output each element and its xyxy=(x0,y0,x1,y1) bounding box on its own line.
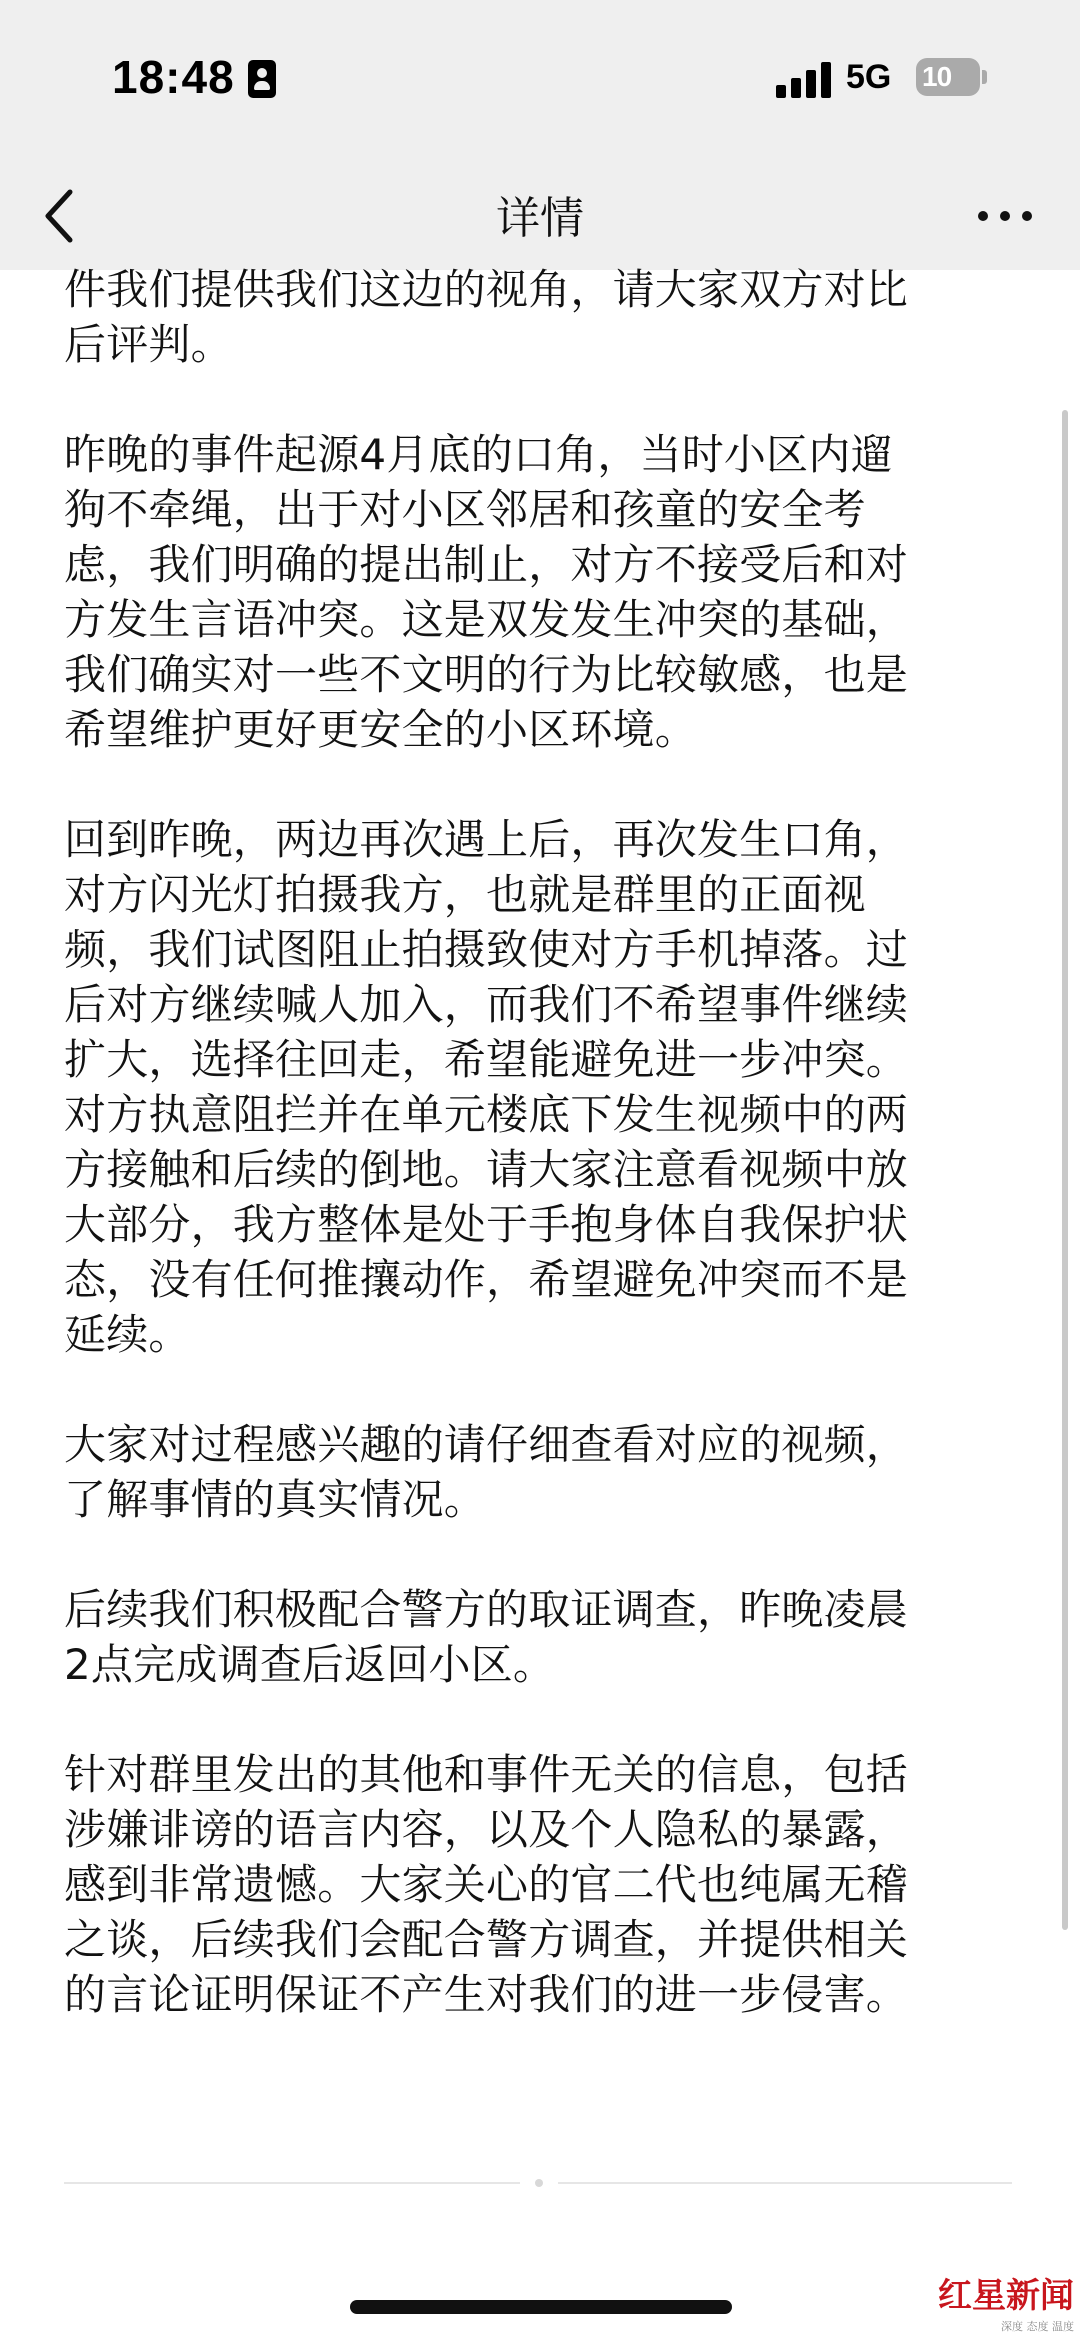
status-bar xyxy=(0,0,1080,160)
contact-card-icon xyxy=(248,60,276,98)
divider-dot xyxy=(535,2179,543,2187)
more-dot xyxy=(1022,211,1032,221)
nav-bar xyxy=(0,160,1080,270)
home-indicator[interactable] xyxy=(350,2300,732,2314)
top-chrome xyxy=(0,0,1080,270)
battery-icon: 10 xyxy=(916,58,980,96)
paragraph: 针对群里发出的其他和事件无关的信息，包括 涉嫌诽谤的语言内容，以及个人隐私的暴露， 感到非常遗憾。大家关心的官二代也纯属无稽 之谈，后续我们会配合警方调查，并提供相关 的言论证明保证不产生对我们的进一步侵害。 xyxy=(64,1750,909,2019)
article-body xyxy=(64,262,1009,2077)
more-dot xyxy=(978,211,988,221)
network-type: 5G xyxy=(846,58,892,96)
more-dot xyxy=(1000,211,1010,221)
paragraph: 件我们提供我们这边的视角，请大家双方对比 后评判。 xyxy=(64,265,909,369)
page-title: 详情 xyxy=(496,193,584,244)
battery-tip xyxy=(982,70,987,84)
more-button[interactable] xyxy=(970,186,1040,246)
watermark-slogan: 深度 态度 温度 xyxy=(1001,2320,1074,2333)
cellular-signal-icon xyxy=(776,62,832,98)
paragraph: 昨晚的事件起源4月底的口角，当时小区内遛 狗不牵绳，出于对小区邻居和孩童的安全考 虑，我们明确的提出制止，对方不接受后和对 方发生言语冲突。这是双发发生冲突的基础， 我们确实对一些不文明的行为比较敏感，也是 希望维护更好更安全的小区环境。 xyxy=(64,430,909,754)
watermark-text: 红星新闻 xyxy=(938,2276,1074,2316)
scrollbar[interactable] xyxy=(1062,410,1068,1930)
paragraph: 大家对过程感兴趣的请仔细查看对应的视频， 了解事情的真实情况。 xyxy=(64,1420,909,1524)
divider xyxy=(558,2182,1012,2184)
status-time: 18:48 xyxy=(112,51,235,103)
divider xyxy=(64,2182,520,2184)
paragraph: 回到昨晚，两边再次遇上后，再次发生口角， 对方闪光灯拍摄我方，也就是群里的正面视 频，我们试图阻止拍摄致使对方手机掉落。过 后对方继续喊人加入，而我们不希望事件继续 扩大，选择往回走，希望能避免进一步冲突。 对方执意阻拦并在单元楼底下发生视频中的两 方接触和后续的倒地。请大家注意看视频中放 大部分，我方整体是处于手抱身体自我保护状 态，没有任何推攘动作，希望避免冲突而不是 延续。 xyxy=(64,815,909,1359)
watermark-logo xyxy=(936,2268,1080,2341)
paragraph: 后续我们积极配合警方的取证调查，昨晚凌晨 2点完成调查后返回小区。 xyxy=(64,1585,909,1689)
